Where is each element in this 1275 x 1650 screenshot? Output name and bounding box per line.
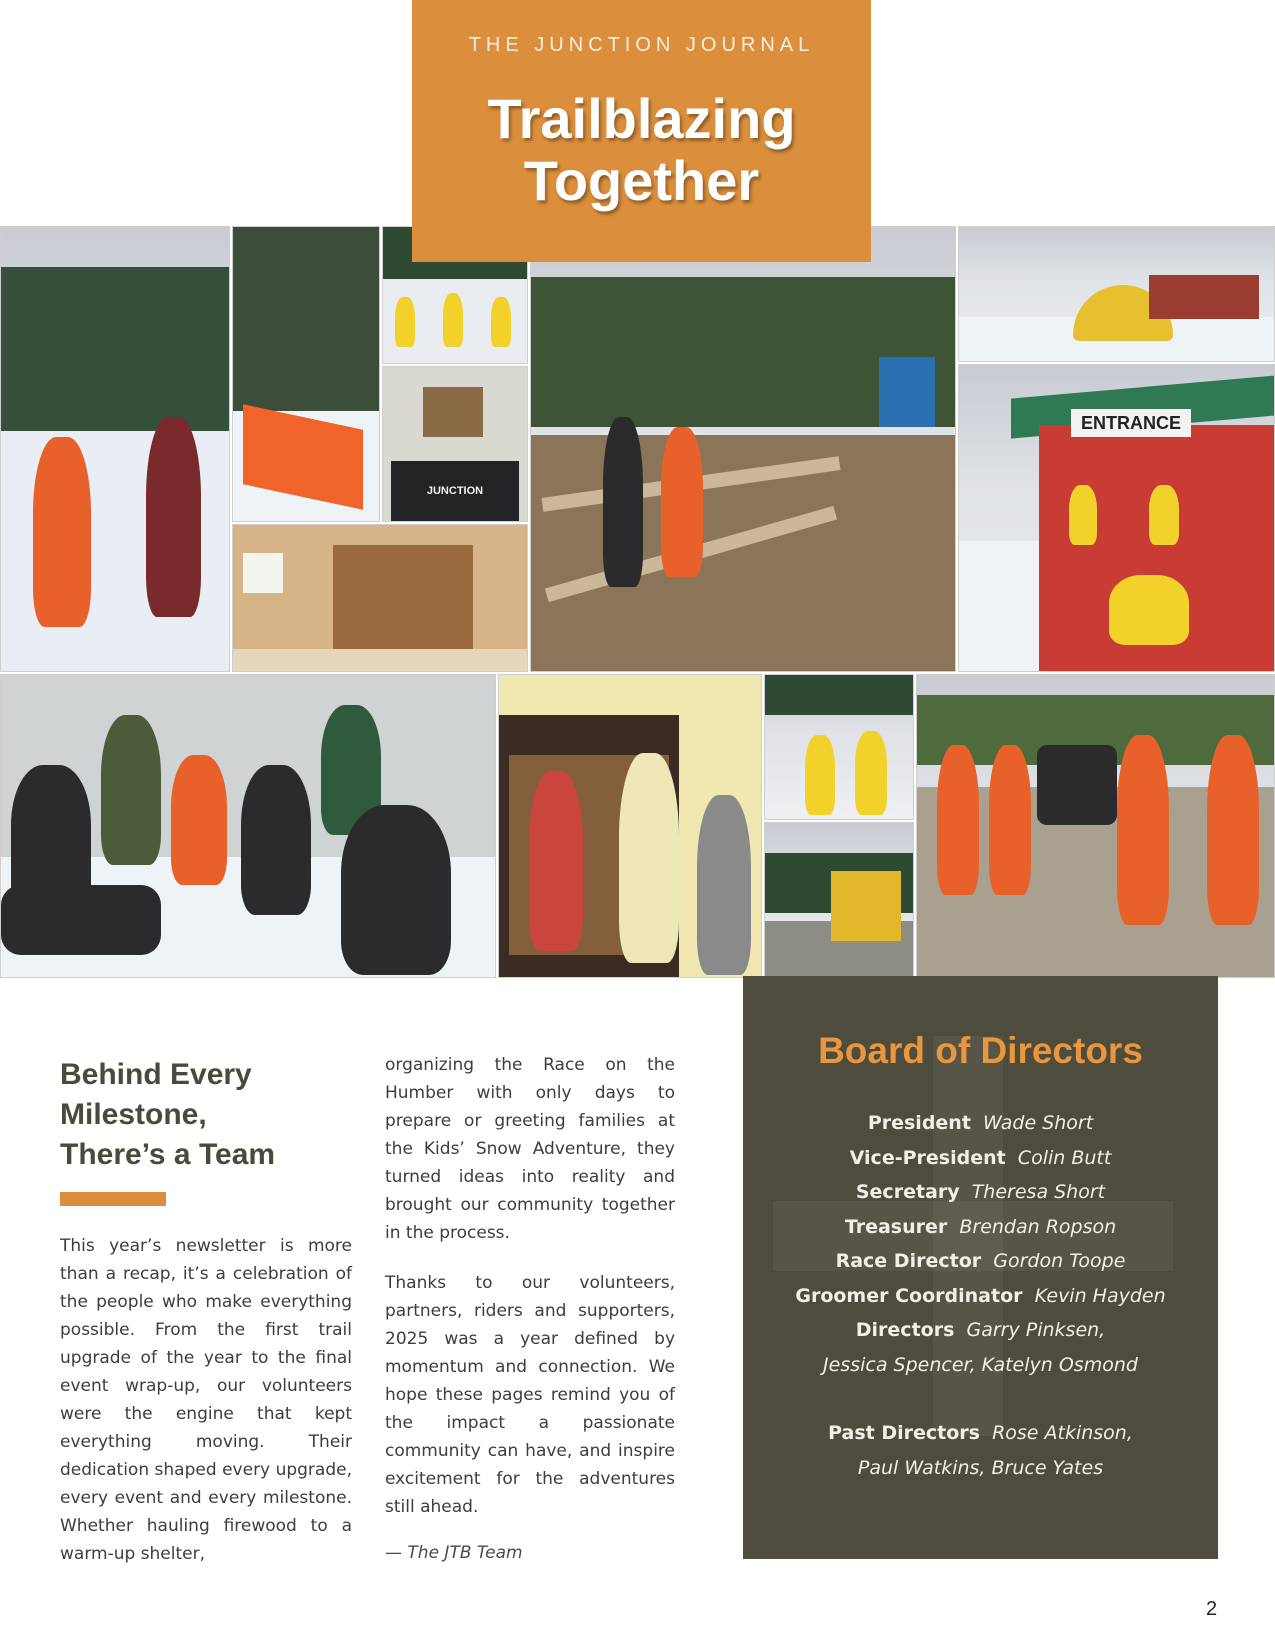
photo-fence-install: [530, 226, 956, 672]
board-member-continued: Jessica Spencer, Katelyn Osmond: [823, 1353, 1138, 1376]
board-member: Groomer Coordinator Kevin Hayden: [795, 1284, 1166, 1307]
article-column-1: This year’s newsletter is more than a recap, it’s a celebration of the people who make everything possible. From the first trail upgrade of the year to the final event wrap-up, our volunteers were the engine that kept everything moving. Their dedication shaped every upgrade, every event and every milestone. Whether hauling firewood to a warm-up shelter,: [60, 1236, 352, 1564]
board-member: Secretary Theresa Short: [855, 1181, 1106, 1203]
photo-entrance-booth: [958, 364, 1275, 672]
board-of-directors-panel: [743, 976, 1218, 1559]
photo-trail-fencing: [232, 226, 380, 522]
photo-trail-grader: [764, 822, 914, 978]
heading-line-2: Milestone,: [60, 1098, 207, 1131]
page-number: 2: [1206, 1598, 1218, 1620]
entrance-sign: ENTRANCE: [1071, 409, 1191, 437]
photo-gravel-trail: [916, 674, 1275, 978]
board-member: Directors Garry Pinksen,: [855, 1319, 1106, 1341]
board-member: Vice-President Colin Butt: [849, 1146, 1112, 1169]
article-heading: [60, 1055, 360, 1175]
board-member: Treasurer Brendan Ropson: [844, 1215, 1117, 1238]
board-member: President Wade Short: [867, 1112, 1094, 1134]
title-line-1: Trailblazing: [487, 87, 796, 150]
article-column-2: [385, 1051, 675, 1543]
masthead: [412, 0, 871, 262]
article-paragraph: Thanks to our volunteers, partners, riders and supporters, 2025 was a year defined by momentum and connection. We hope these pages remind you of the impact a passionate community can have, and inspire excitement for the adventures still ahead.: [385, 1273, 675, 1517]
photo-woodshed-volunteers: [498, 674, 762, 978]
photo-snowmobile-group: [0, 674, 496, 978]
photo-trail-clearing: [0, 226, 230, 672]
junction-banner: JUNCTION: [391, 461, 519, 521]
photo-woodshed-interior: [232, 524, 528, 672]
heading-line-1: Behind Every: [60, 1058, 252, 1091]
heading-line-3: There’s a Team: [60, 1138, 276, 1171]
article-paragraph: organizing the Race on the Humber with only days to prepare or greeting families at the Kids’ Snow Adventure, they turned ideas into reality and brought our community together in the process.: [385, 1055, 675, 1243]
photo-event-crew: [764, 674, 914, 820]
board-title: Board of Directors: [818, 1030, 1143, 1071]
article-signoff: — The JTB Team: [385, 1543, 523, 1563]
past-directors-continued: Paul Watkins, Bruce Yates: [857, 1456, 1104, 1479]
photo-display-table: [382, 366, 528, 522]
board-member: Race Director Gordon Toope: [835, 1250, 1126, 1272]
photo-warmup-tent: [958, 226, 1275, 362]
past-directors: Past Directors Rose Atkinson,: [828, 1422, 1133, 1444]
journal-name: THE JUNCTION JOURNAL: [468, 34, 815, 56]
title-line-2: Together: [523, 149, 760, 212]
page-title: [412, 88, 871, 212]
board-member-list: [743, 1106, 1218, 1485]
heading-accent-bar: [60, 1192, 166, 1206]
